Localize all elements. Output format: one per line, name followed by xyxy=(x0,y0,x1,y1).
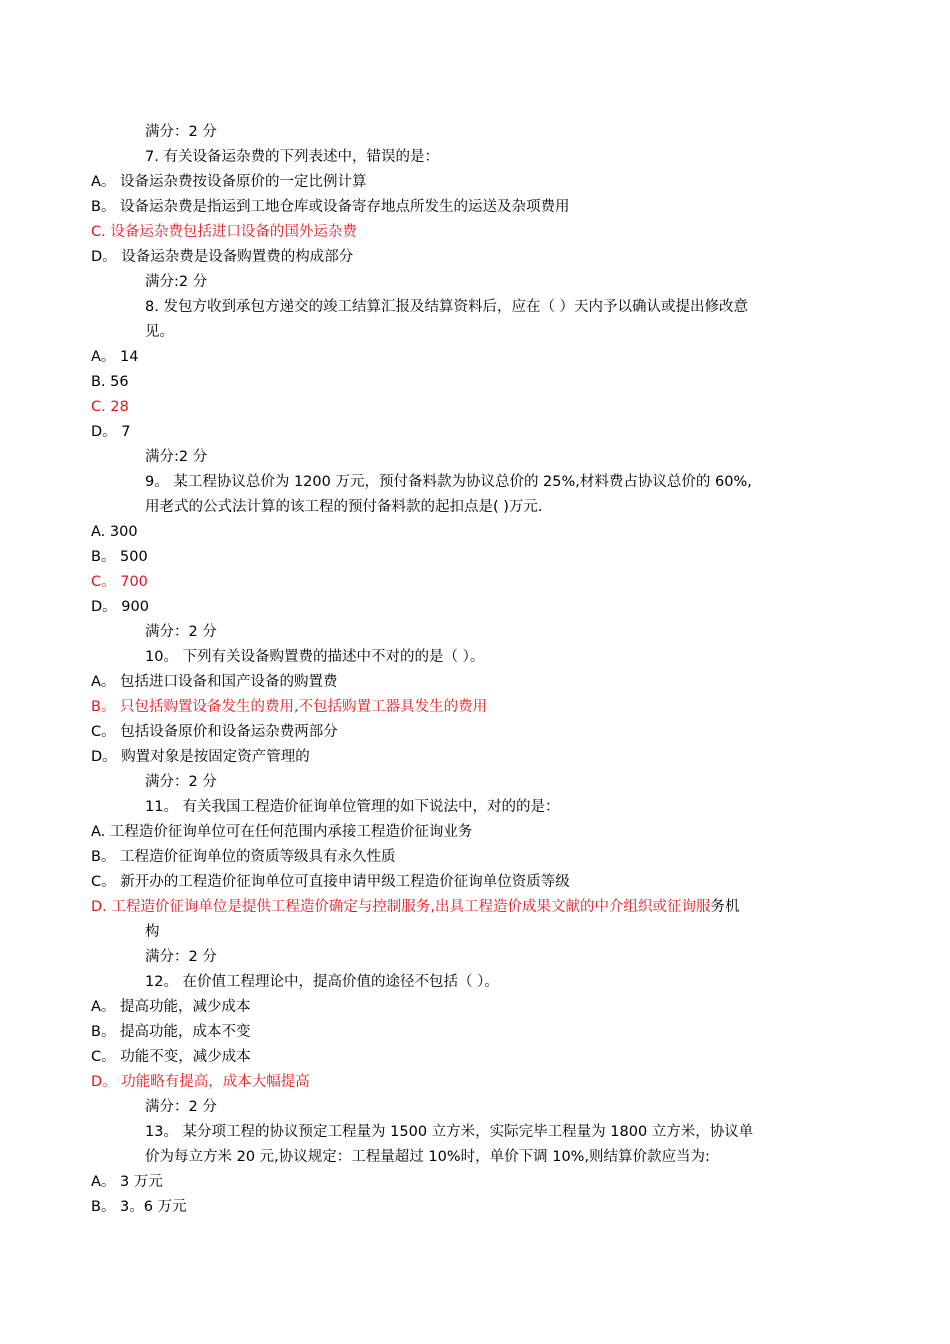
q7-option-a: A。 设备运杂费按设备原价的一定比例计算 xyxy=(91,174,367,190)
q11-option-d-answer xyxy=(0,895,950,920)
q7-option-c-answer: C. 设备运杂费包括进口设备的国外运杂费 xyxy=(91,224,357,240)
question-9-line2: 用老式的公式法计算的该工程的预付备料款的起扣点是( )万元. xyxy=(145,499,543,515)
q13-option-a: A。 3 万元 xyxy=(91,1174,163,1190)
q12-option-b: B。 提高功能，成本不变 xyxy=(91,1024,251,1040)
q11-option-d-red-text: D. 工程造价征询单位是提供工程造价确定与控制服务,出具工程造价成果文献的中介组织或征询服 xyxy=(91,899,711,915)
q9-option-c-answer: C。 700 xyxy=(91,574,148,590)
question-9-line1: 9。 某工程协议总价为 1200 万元，预付备料款为协议总价的 25%,材料费占协议总价的 60%, xyxy=(145,474,752,490)
score-q11: 满分：2 分 xyxy=(145,949,217,965)
score-q10: 满分：2 分 xyxy=(145,774,217,790)
q8-option-b: B. 56 xyxy=(91,374,129,390)
q9-option-d: D。 900 xyxy=(91,599,149,615)
q10-option-a: A。 包括进口设备和国产设备的购置费 xyxy=(91,674,338,690)
document-page xyxy=(0,120,950,1220)
q12-option-d-answer: D。 功能略有提高，成本大幅提高 xyxy=(91,1074,310,1090)
q10-option-b-answer: B。 只包括购置设备发生的费用,不包括购置工器具发生的费用 xyxy=(91,699,488,715)
q10-option-d: D。 购置对象是按固定资产管理的 xyxy=(91,749,310,765)
question-13-line2: 价为每立方米 20 元,协议规定：工程量超过 10%时，单价下调 10%,则结算价款应当为: xyxy=(145,1149,710,1165)
q9-option-b: B。 500 xyxy=(91,549,148,565)
question-13-line1: 13。 某分项工程的协议预定工程量为 1500 立方米，实际完毕工程量为 1800 立方米，协议单 xyxy=(145,1124,754,1140)
q8-option-c-answer: C. 28 xyxy=(91,399,129,415)
score-q9: 满分：2 分 xyxy=(145,624,217,640)
q11-option-c: C。 新开办的工程造价征询单位可直接申请甲级工程造价征询单位资质等级 xyxy=(91,874,570,890)
question-12: 12。 在价值工程理论中，提高价值的途径不包括（ ）。 xyxy=(145,974,499,990)
question-8-line2: 见。 xyxy=(145,324,174,340)
q11-option-b: B。 工程造价征询单位的资质等级具有永久性质 xyxy=(91,849,396,865)
question-8-line1: 8. 发包方收到承包方递交的竣工结算汇报及结算资料后，应在（ ）天内予以确认或提出修改意 xyxy=(145,299,749,315)
q11-option-d-line2: 构 xyxy=(145,924,160,940)
q12-option-c: C。 功能不变，减少成本 xyxy=(91,1049,251,1065)
q8-option-d: D。 7 xyxy=(91,424,131,440)
q7-option-d: D。 设备运杂费是设备购置费的构成部分 xyxy=(91,249,354,265)
q13-option-b: B。 3。6 万元 xyxy=(91,1199,187,1215)
score-q12: 满分：2 分 xyxy=(145,1099,217,1115)
q9-option-a: A. 300 xyxy=(91,524,138,540)
score-q8: 满分:2 分 xyxy=(145,449,208,465)
q11-option-d-black-text: 务机 xyxy=(710,899,740,915)
q10-option-c: C。 包括设备原价和设备运杂费两部分 xyxy=(91,724,338,740)
q11-option-a: A. 工程造价征询单位可在任何范围内承接工程造价征询业务 xyxy=(91,824,473,840)
q7-option-b: B。 设备运杂费是指运到工地仓库或设备寄存地点所发生的运送及杂项费用 xyxy=(91,199,570,215)
question-10: 10。 下列有关设备购置费的描述中不对的的是（ ）。 xyxy=(145,649,485,665)
question-11: 11。 有关我国工程造价征询单位管理的如下说法中，对的的是： xyxy=(145,799,560,815)
score-q7: 满分:2 分 xyxy=(145,274,208,290)
question-7: 7. 有关设备运杂费的下列表述中，错误的是： xyxy=(145,149,439,165)
q8-option-a: A。 14 xyxy=(91,349,139,365)
score-q6: 满分：2 分 xyxy=(145,124,217,140)
q12-option-a: A。 提高功能，减少成本 xyxy=(91,999,251,1015)
